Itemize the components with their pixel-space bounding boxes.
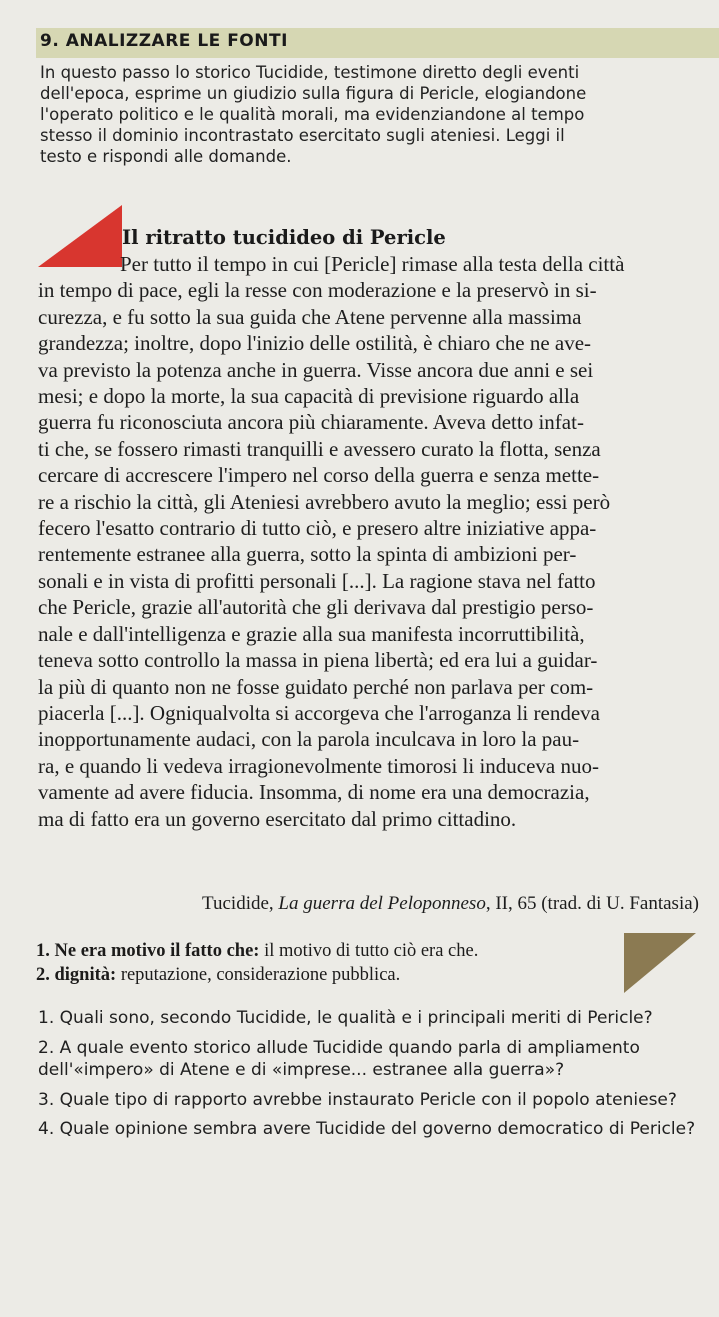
- question-list: [38, 1007, 708, 1148]
- source-line: ma di fatto era un governo esercitato dal primo cittadino.: [38, 806, 517, 831]
- source-line: sonali e in vista di profitti personali [...]. La ragione stava nel fatto: [38, 568, 596, 593]
- source-line: che Pericle, grazie all'autorità che gli derivava dal prestigio perso-: [38, 595, 594, 620]
- brown-corner-marker-icon: [624, 933, 696, 993]
- intro-line: l'operato politico e le qualità morali, ma evidenziandone al tempo: [40, 105, 585, 124]
- question-item: 3. Quale tipo di rapporto avrebbe instaurato Pericle con il popolo ateniese?: [38, 1089, 677, 1110]
- source-citation: Tucidide, La guerra del Peloponneso, II, 65 (trad. di U. Fantasia): [202, 893, 699, 914]
- question-item: 4. Quale opinione sembra avere Tucidide del governo democratico di Pericle?: [38, 1119, 696, 1139]
- source-line: fecero l'esatto contrario di tutto ciò, e presero altre iniziative appa-: [38, 516, 597, 541]
- footnote-item: 1. Ne era motivo il fatto che: il motivo di tutto ciò era che.: [36, 941, 479, 961]
- source-line: guerra fu riconosciuta ancora più chiaramente. Aveva detto infat-: [38, 410, 584, 435]
- intro-paragraph: [40, 62, 708, 167]
- source-line: la più di quanto non ne fosse guidato perché non parlava per com-: [38, 674, 594, 699]
- source-line: curezza, e fu sotto la sua guida che Atene pervenne alla massima: [38, 304, 582, 329]
- source-line: cercare di accrescere l'impero nel corso della guerra e senza mette-: [38, 463, 600, 488]
- intro-line: testo e rispondi alle domande.: [40, 147, 292, 166]
- source-line: in tempo di pace, egli la resse con moderazione e la preservò in si-: [38, 278, 597, 303]
- footnote-item: 2. dignità: reputazione, considerazione pubblica.: [36, 965, 401, 985]
- intro-line: dell'epoca, esprime un giudizio sulla figura di Pericle, elogiandone: [40, 84, 587, 103]
- source-line: ra, e quando li vedeva irragionevolmente timorosi li induceva nuo-: [38, 753, 599, 778]
- source-title: Il ritratto tucidideo di Pericle: [122, 226, 446, 249]
- source-line: nale e dall'intelligenza e grazie alla sua manifesta incorruttibilità,: [38, 621, 585, 646]
- footnotes: [36, 939, 636, 987]
- question-item: 2. A quale evento storico allude Tucidide quando parla di ampliamento dell'«impero» di Atene e di «imprese... estranee alla guerra»?: [38, 1037, 640, 1080]
- intro-line: stesso il dominio incontrastato esercitato sugli ateniesi. Leggi il: [40, 126, 565, 145]
- source-line: Per tutto il tempo in cui [Pericle] rimase alla testa della città: [120, 252, 625, 276]
- section-title: 9. ANALIZZARE LE FONTI: [40, 31, 288, 51]
- source-line: ti che, se fossero rimasti tranquilli e avessero curato la flotta, senza: [38, 436, 601, 461]
- intro-line: In questo passo lo storico Tucidide, testimone diretto degli eventi: [40, 63, 580, 82]
- source-line: inopportunamente audaci, con la parola inculcava in loro la pau-: [38, 727, 580, 752]
- source-line: re a rischio la città, gli Ateniesi avrebbero avuto la meglio; essi però: [38, 489, 611, 514]
- source-text: [38, 251, 708, 832]
- source-line: grandezza; inoltre, dopo l'inizio delle ostilità, è chiaro che ne ave-: [38, 331, 592, 356]
- source-line: piacerla [...]. Ogniqualvolta si accorgeva che l'arroganza li rendeva: [38, 700, 600, 725]
- source-line: va previsto la potenza anche in guerra. Visse ancora due anni e sei: [38, 357, 594, 382]
- source-line: mesi; e dopo la morte, la sua capacità di previsione riguardo alla: [38, 384, 580, 409]
- question-item: 1. Quali sono, secondo Tucidide, le qualità e i principali meriti di Pericle?: [38, 1008, 653, 1028]
- source-line: rentemente estranee alla guerra, sotto la spinta di ambizioni per-: [38, 542, 577, 567]
- source-line: vamente ad avere fiducia. Insomma, di nome era una democrazia,: [38, 780, 590, 805]
- source-line: teneva sotto controllo la massa in piena libertà; ed era lui a guidar-: [38, 648, 598, 673]
